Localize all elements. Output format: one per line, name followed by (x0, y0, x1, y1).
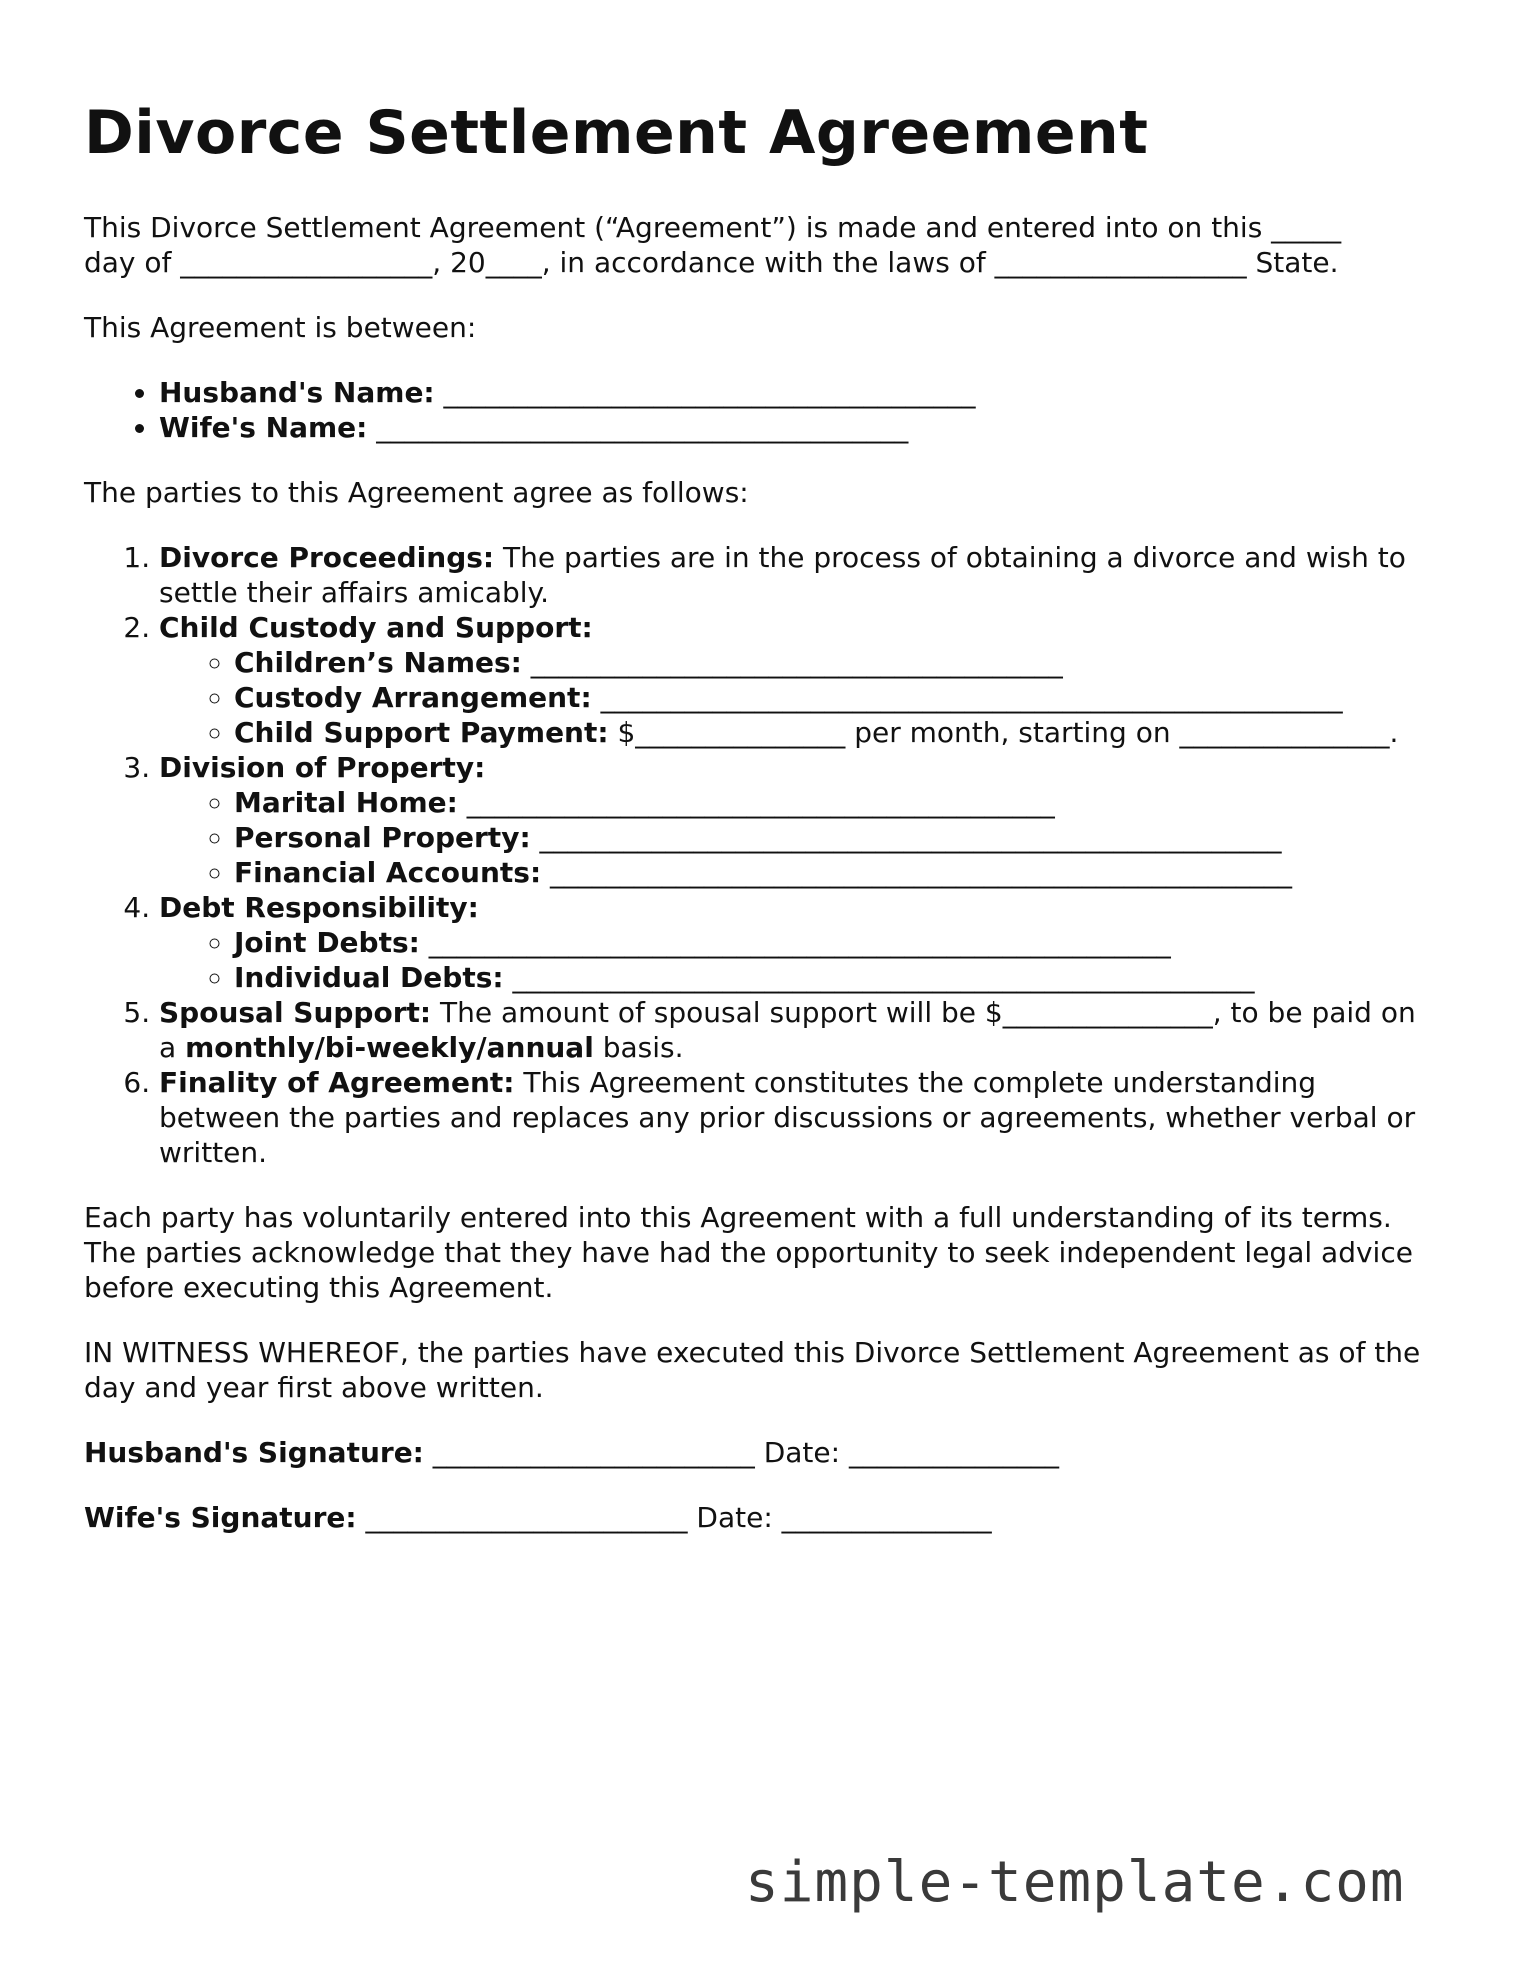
term-divorce-proceedings (159, 540, 1424, 610)
personal-property-blank: _____________________________________________________ (539, 821, 1282, 854)
basis-options: monthly/bi-weekly/annual (185, 1031, 594, 1064)
marital-home-label: Marital Home: (234, 786, 458, 819)
term-label: Finality of Agreement: (159, 1066, 515, 1099)
parties-list (84, 375, 1424, 445)
intro-line-2: day of __________________, 20____, in accordance with the laws of __________________ State. (84, 246, 1339, 279)
list-item (234, 785, 1424, 820)
joint-debts-label: Joint Debts: (234, 926, 420, 959)
wife-signature-line (84, 1500, 1424, 1535)
individual-debts-blank: _____________________________________________________ (512, 961, 1255, 994)
debt-sublist (159, 925, 1424, 995)
term-label: Debt Responsibility: (159, 891, 479, 924)
term-text: The amount of spousal support will be $_______________, to be paid on a (159, 996, 1416, 1064)
list-item (234, 925, 1424, 960)
document-page (84, 100, 1424, 1565)
wife-signature-label: Wife's Signature: (84, 1501, 357, 1534)
list-item (234, 680, 1424, 715)
between-text: This Agreement is between: (84, 311, 477, 344)
term-text: The parties are in the process of obtaining a divorce and wish to settle their affairs amicably. (159, 541, 1406, 609)
term-label: Division of Property: (159, 751, 486, 784)
voluntary-paragraph: Each party has voluntarily entered into this Agreement with a full understanding of its terms. The parties acknowledge that they have had the opportunity to seek independent legal advice before executing this Agreement. (84, 1201, 1413, 1304)
term-debt-responsibility (159, 890, 1424, 995)
list-item (234, 960, 1424, 995)
property-sublist (159, 785, 1424, 890)
wife-name-label: Wife's Name: (159, 411, 368, 444)
term-child-custody (159, 610, 1424, 750)
list-item (234, 820, 1424, 855)
document-title: Divorce Settlement Agreement (84, 98, 1149, 168)
financial-accounts-label: Financial Accounts: (234, 856, 542, 889)
husband-signature-blank: _______________________ Date: _______________ (423, 1436, 1059, 1469)
children-names-label: Children’s Names: (234, 646, 522, 679)
individual-debts-label: Individual Debts: (234, 961, 504, 994)
intro-paragraph (84, 210, 1424, 280)
term-label: Child Custody and Support: (159, 611, 593, 644)
wife-signature-blank: _______________________ Date: _______________ (356, 1501, 992, 1534)
husband-name-blank: ______________________________________ (443, 376, 976, 409)
list-item (234, 715, 1424, 750)
personal-property-label: Personal Property: (234, 821, 531, 854)
wife-name-blank: ______________________________________ (376, 411, 909, 444)
husband-signature-line (84, 1435, 1424, 1470)
child-support-label: Child Support Payment: (234, 716, 609, 749)
term-division-of-property (159, 750, 1424, 890)
term-spousal-support (159, 995, 1424, 1065)
joint-debts-blank: _____________________________________________________ (428, 926, 1171, 959)
list-item (159, 375, 1424, 410)
term-text: This Agreement constitutes the complete understanding between the parties and replaces any prior discussions or agreements, whether verbal or written. (159, 1066, 1416, 1169)
intro-line-1: This Divorce Settlement Agreement (“Agreement”) is made and entered into on this _____ (84, 211, 1342, 244)
custody-arrangement-label: Custody Arrangement: (234, 681, 592, 714)
term-text: basis. (593, 1031, 684, 1064)
list-item (159, 410, 1424, 445)
watermark: simple-template.com (745, 1850, 1405, 1915)
witness-paragraph: IN WITNESS WHEREOF, the parties have executed this Divorce Settlement Agreement as of the day and year first above written. (84, 1336, 1421, 1404)
marital-home-blank: __________________________________________ (466, 786, 1055, 819)
term-finality (159, 1065, 1424, 1170)
husband-signature-label: Husband's Signature: (84, 1436, 424, 1469)
term-label: Divorce Proceedings: (159, 541, 495, 574)
list-item (234, 855, 1424, 890)
term-label: Spousal Support: (159, 996, 432, 1029)
husband-name-label: Husband's Name: (159, 376, 435, 409)
agree-text: The parties to this Agreement agree as follows: (84, 476, 749, 509)
financial-accounts-blank: _____________________________________________________ (550, 856, 1293, 889)
children-names-blank: ______________________________________ (530, 646, 1063, 679)
child-custody-sublist (159, 645, 1424, 750)
list-item (234, 645, 1424, 680)
terms-list (84, 540, 1424, 1170)
child-support-text: $_______________ per month, starting on _______________. (608, 716, 1399, 749)
custody-arrangement-blank: _____________________________________________________ (600, 681, 1343, 714)
